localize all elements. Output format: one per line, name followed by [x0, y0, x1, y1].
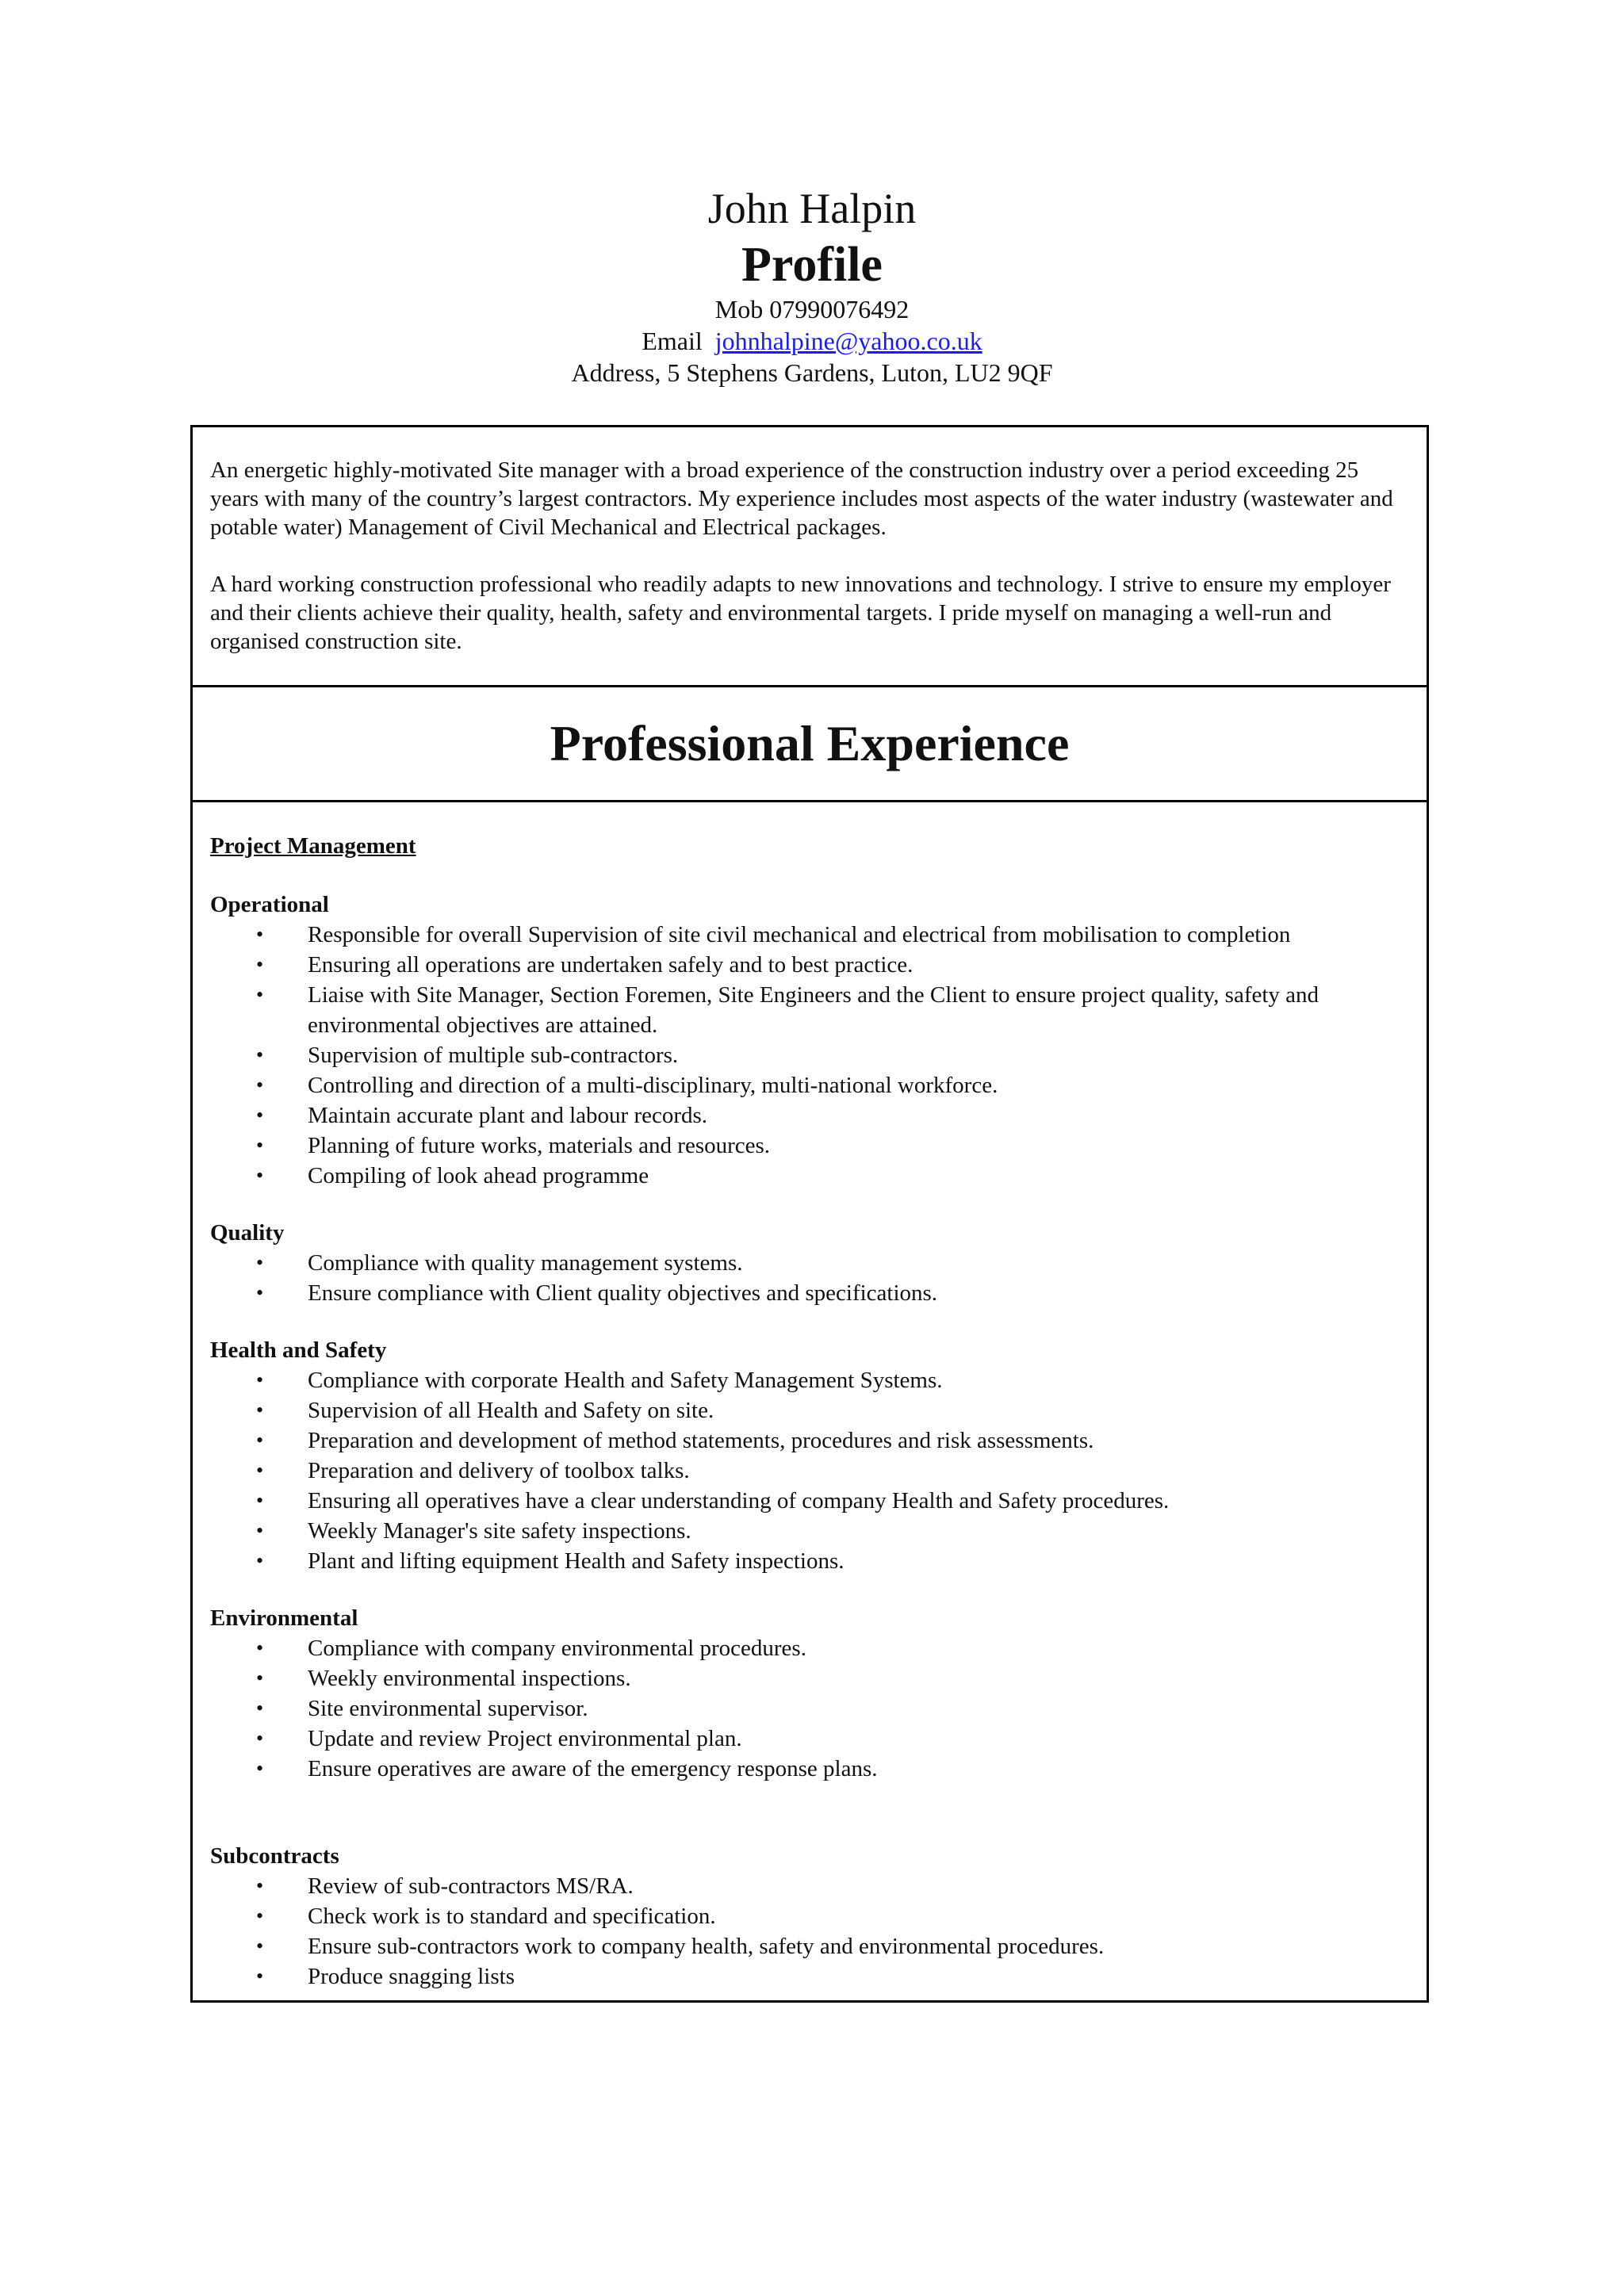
list-item-text: Check work is to standard and specification. — [308, 1904, 716, 1929]
bullet-icon: • — [256, 1459, 264, 1482]
project-management-title: Project Management — [210, 833, 416, 859]
bullet-icon: • — [256, 1429, 264, 1452]
email-line — [0, 325, 1624, 357]
list-item-text: Weekly Manager's site safety inspections. — [308, 1518, 691, 1544]
bullet-icon: • — [256, 1251, 264, 1274]
bullet-icon: • — [256, 953, 264, 976]
list-item — [210, 1161, 1409, 1191]
bullet-icon: • — [256, 983, 264, 1006]
bullet-icon: • — [256, 1281, 264, 1304]
bullet-icon: • — [256, 1519, 264, 1542]
list-item-text: Plant and lifting equipment Health and Safety inspections. — [308, 1548, 845, 1574]
bullet-icon: • — [256, 1697, 264, 1720]
list-item — [210, 1546, 1409, 1576]
list-item-text: Preparation and delivery of toolbox talks. — [308, 1458, 690, 1483]
list-item-text: Compliance with company environmental procedures. — [308, 1636, 806, 1661]
list-item-text: Ensuring all operatives have a clear understanding of company Health and Safety procedures. — [308, 1488, 1170, 1513]
bullet-icon: • — [256, 1104, 264, 1127]
bullet-list — [210, 1248, 1409, 1308]
bullet-icon: • — [256, 1043, 264, 1066]
list-item-text: Compliance with corporate Health and Safety Management Systems. — [308, 1368, 943, 1393]
list-item-text: Review of sub-contractors MS/RA. — [308, 1873, 634, 1899]
list-item-text: Ensure compliance with Client quality objectives and specifications. — [308, 1280, 938, 1306]
summary-box — [193, 427, 1427, 687]
bullet-icon: • — [256, 1636, 264, 1659]
list-item — [210, 1931, 1409, 1961]
list-item-text: Planning of future works, materials and resources. — [308, 1133, 771, 1158]
list-item — [210, 1871, 1409, 1901]
section-title: Quality — [210, 1220, 285, 1246]
list-item — [210, 1724, 1409, 1754]
bullet-icon: • — [256, 1073, 264, 1096]
list-item — [210, 1425, 1409, 1456]
mobile-number: Mob 07990076492 — [714, 295, 910, 323]
bullet-icon: • — [256, 1727, 264, 1750]
list-item — [210, 1248, 1409, 1278]
list-item — [210, 1663, 1409, 1693]
list-item-text: Preparation and development of method statements, procedures and risk assessments. — [308, 1428, 1094, 1453]
list-item — [210, 1456, 1409, 1486]
list-item-text: Weekly environmental inspections. — [308, 1666, 631, 1691]
experience-heading: Professional Experience — [193, 687, 1427, 802]
list-item — [210, 1961, 1409, 1992]
list-item-text: Ensure sub-contractors work to company health, safety and environmental procedures. — [308, 1934, 1105, 1959]
list-item-text: Compiling of look ahead programme — [308, 1163, 649, 1188]
list-item — [210, 980, 1409, 1040]
list-item — [210, 1100, 1409, 1131]
list-item-text: Supervision of multiple sub-contractors. — [308, 1043, 679, 1068]
list-item — [210, 1486, 1409, 1516]
list-item — [210, 1693, 1409, 1724]
section-title: Environmental — [210, 1605, 358, 1631]
bullet-icon: • — [256, 1904, 264, 1927]
page-title: Profile — [741, 238, 883, 292]
list-item — [210, 1040, 1409, 1070]
list-item-text: Ensuring all operations are undertaken safely and to best practice. — [308, 952, 914, 978]
experience-sections — [210, 890, 1409, 1992]
bullet-icon: • — [256, 1874, 264, 1897]
bullet-icon: • — [256, 1934, 264, 1957]
list-item-text: Update and review Project environmental plan. — [308, 1726, 742, 1751]
bullet-list — [210, 1365, 1409, 1576]
list-item-text: Liaise with Site Manager, Section Foremen, Site Engineers and the Client to ensure project quality, safety and environmental objectives are attained. — [308, 982, 1320, 1038]
list-item-text: Supervision of all Health and Safety on site. — [308, 1398, 714, 1423]
bullet-icon: • — [256, 1965, 264, 1988]
list-item-text: Compliance with quality management systems. — [308, 1250, 743, 1276]
list-item — [210, 1901, 1409, 1931]
email-label: Email — [642, 327, 703, 355]
bullet-icon: • — [256, 1368, 264, 1391]
resume-header — [0, 181, 1624, 388]
summary-paragraph-2: A hard working construction professional who readily adapts to new innovations and technology. I strive to ensure my employer and their clients achieve their quality, health, safety and environmental targets. I pride myself on managing a well-run and organised construction site. — [210, 572, 1391, 654]
list-item-text: Maintain accurate plant and labour records. — [308, 1103, 708, 1128]
bullet-list — [210, 1633, 1409, 1784]
list-item — [210, 1633, 1409, 1663]
list-item — [210, 1365, 1409, 1395]
bullet-icon: • — [256, 1489, 264, 1512]
list-item — [210, 920, 1409, 950]
list-item-text: Ensure operatives are aware of the emergency response plans. — [308, 1756, 878, 1781]
list-item — [210, 1395, 1409, 1425]
list-item-text: Controlling and direction of a multi-disciplinary, multi-national workforce. — [308, 1073, 998, 1098]
section-spacer — [210, 1811, 1409, 1841]
bullet-list — [210, 920, 1409, 1191]
experience-details — [193, 802, 1427, 1992]
bullet-icon: • — [256, 1667, 264, 1689]
summary-paragraph-1: An energetic highly-motivated Site manager with a broad experience of the construction industry over a period exceeding 25 years with many of the country’s largest contractors. My experience includes most aspects of the water industry (wastewater and potable water) Management of Civil Mechanical and Electrical packages. — [210, 457, 1393, 540]
list-item — [210, 1516, 1409, 1546]
bullet-icon: • — [256, 1164, 264, 1187]
list-item-text: Responsible for overall Supervision of site civil mechanical and electrical from mobilisation to completion — [308, 922, 1291, 947]
list-item-text: Produce snagging lists — [308, 1964, 515, 1989]
bullet-icon: • — [256, 1757, 264, 1780]
section-title: Health and Safety — [210, 1337, 387, 1363]
section-title: Operational — [210, 892, 329, 917]
section-title: Subcontracts — [210, 1843, 339, 1869]
resume-frame — [190, 425, 1429, 2003]
bullet-list — [210, 1871, 1409, 1992]
list-item-text: Site environmental supervisor. — [308, 1696, 588, 1721]
address: Address, 5 Stephens Gardens, Luton, LU2 9QF — [571, 358, 1053, 387]
list-item — [210, 950, 1409, 980]
list-item — [210, 1070, 1409, 1100]
list-item — [210, 1754, 1409, 1784]
bullet-icon: • — [256, 1399, 264, 1422]
bullet-icon: • — [256, 1549, 264, 1572]
candidate-name: John Halpin — [707, 185, 917, 232]
bullet-icon: • — [256, 1134, 264, 1157]
list-item — [210, 1131, 1409, 1161]
bullet-icon: • — [256, 923, 264, 946]
email-link[interactable]: johnhalpine@yahoo.co.uk — [714, 327, 982, 355]
list-item — [210, 1278, 1409, 1308]
